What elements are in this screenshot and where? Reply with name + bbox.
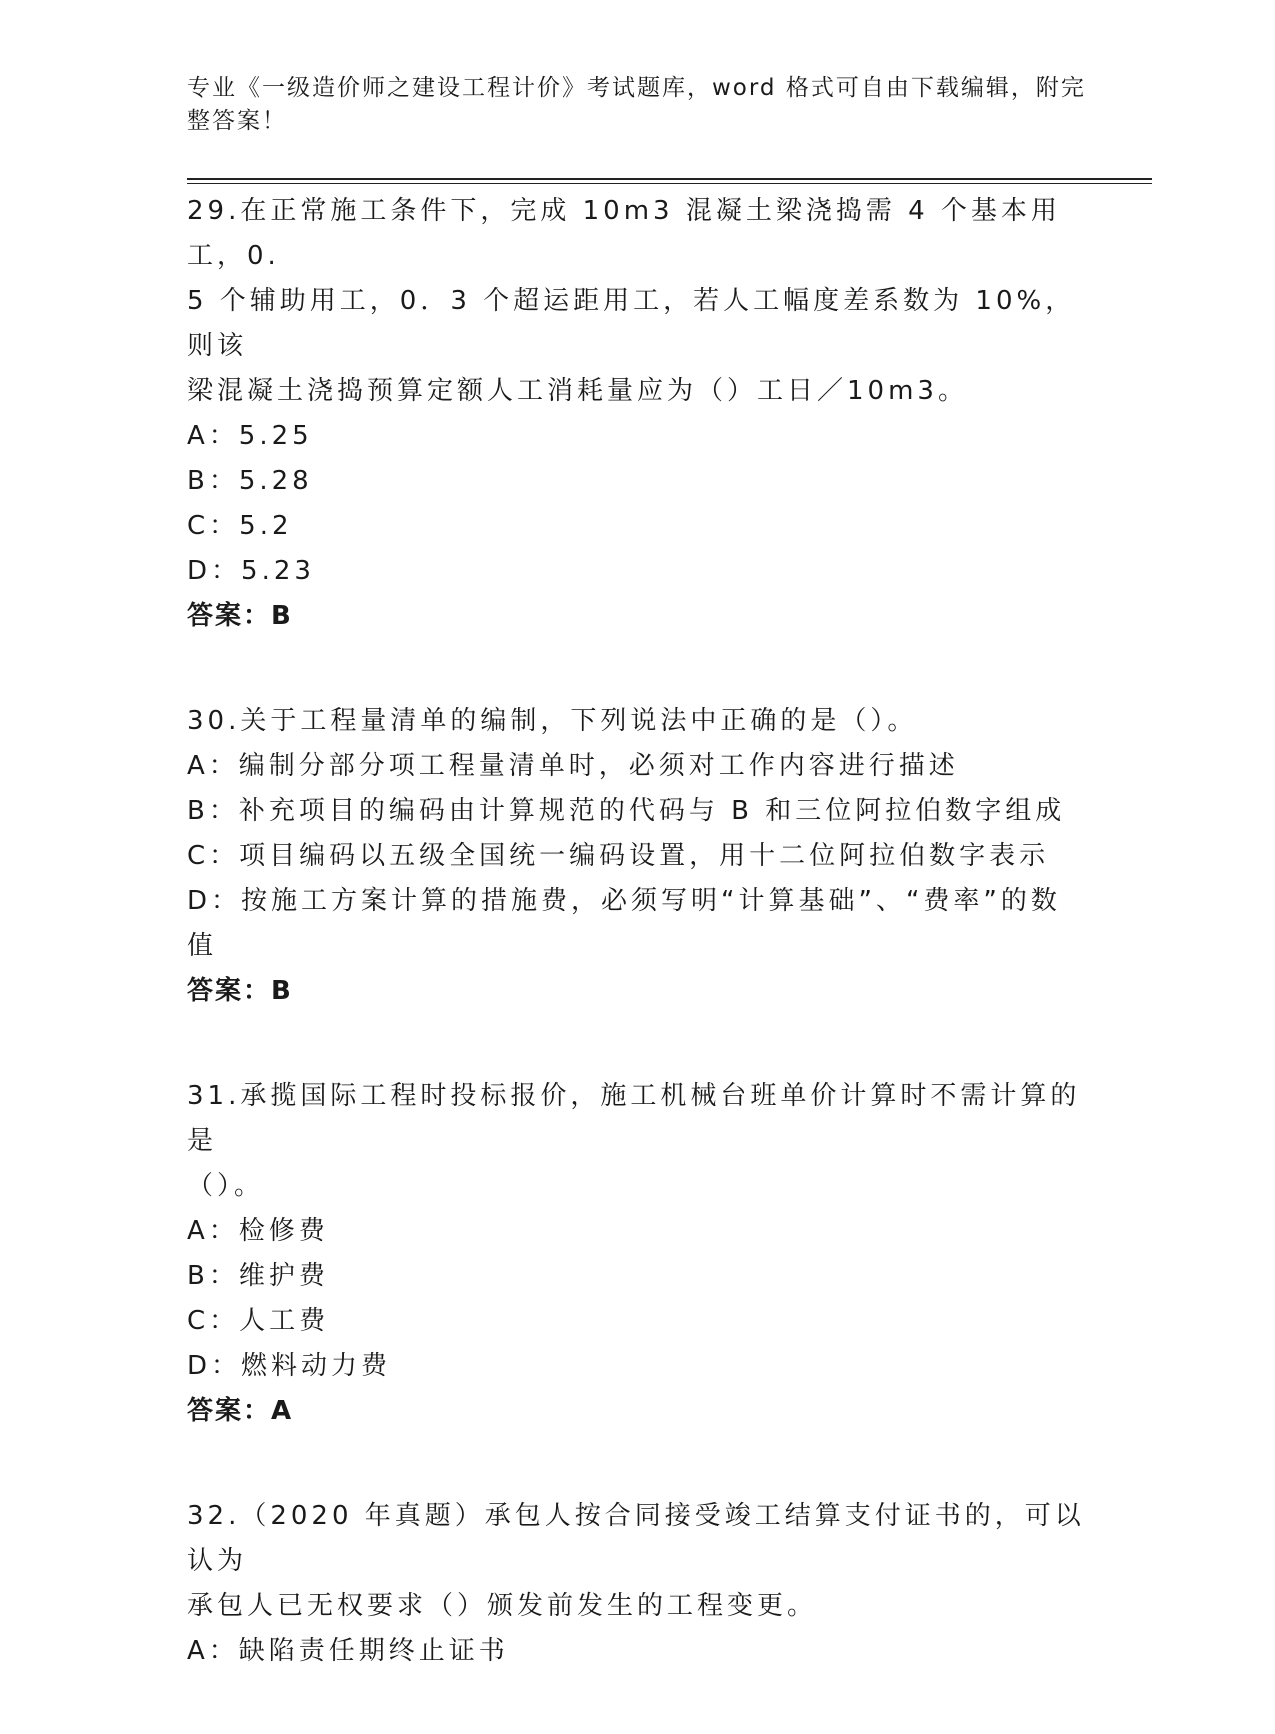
- option-c: C：项目编码以五级全国统一编码设置，用十二位阿拉伯数字表示: [187, 841, 1050, 871]
- question-stem-line: （）。: [187, 1171, 265, 1201]
- answer-line: 答案：B: [187, 601, 293, 631]
- question-stem-line: 30.关于工程量清单的编制，下列说法中正确的是（）。: [187, 706, 918, 736]
- option-a: A：检修费: [187, 1216, 329, 1246]
- option-a: A：编制分部分项工程量清单时，必须对工作内容进行描述: [187, 751, 959, 781]
- question-32: [187, 1494, 1087, 1674]
- question-stem-line: 32.（2020 年真题）承包人按合同接受竣工结算支付证书的，可以认为: [187, 1501, 1085, 1576]
- header-divider-thin: [187, 183, 1152, 184]
- question-list: [187, 189, 1087, 1734]
- option-b: B：补充项目的编码由计算规范的代码与 B 和三位阿拉伯数字组成: [187, 796, 1066, 826]
- question-30: [187, 699, 1087, 1014]
- header-divider-thick: [187, 178, 1152, 180]
- question-31: [187, 1074, 1087, 1434]
- option-d: D：5.23: [187, 556, 315, 586]
- question-stem-line: 梁混凝土浇捣预算定额人工消耗量应为（）工日／10m3。: [187, 376, 968, 406]
- question-stem-line: 29.在正常施工条件下，完成 10m3 混凝土梁浇捣需 4 个基本用工，0.: [187, 196, 1061, 271]
- question-stem-line: 5 个辅助用工，0．3 个超运距用工，若人工幅度差系数为 10%，则该: [187, 286, 1076, 361]
- answer-line: 答案：B: [187, 976, 293, 1006]
- option-b: B：维护费: [187, 1261, 329, 1291]
- option-d-continued: 值: [187, 931, 218, 961]
- option-a: A：5.25: [187, 421, 313, 451]
- option-c: C：5.2: [187, 511, 293, 541]
- header-line-1: 专业《一级造价师之建设工程计价》考试题库，word 格式可自由下载编辑，附完: [187, 75, 1086, 101]
- question-29: [187, 189, 1087, 639]
- question-stem-line: 31.承揽国际工程时投标报价，施工机械台班单价计算时不需计算的是: [187, 1081, 1081, 1156]
- answer-line: 答案：A: [187, 1396, 294, 1426]
- option-b: B：5.28: [187, 466, 313, 496]
- header-line-2: 整答案！: [187, 108, 287, 134]
- question-stem-line: 承包人已无权要求（）颁发前发生的工程变更。: [187, 1591, 818, 1621]
- option-d: D：燃料动力费: [187, 1351, 392, 1381]
- option-c: C：人工费: [187, 1306, 330, 1336]
- option-d: D：按施工方案计算的措施费，必须写明“计算基础”、“费率”的数: [187, 886, 1061, 916]
- document-header: [187, 72, 1087, 138]
- option-a: A：缺陷责任期终止证书: [187, 1636, 509, 1666]
